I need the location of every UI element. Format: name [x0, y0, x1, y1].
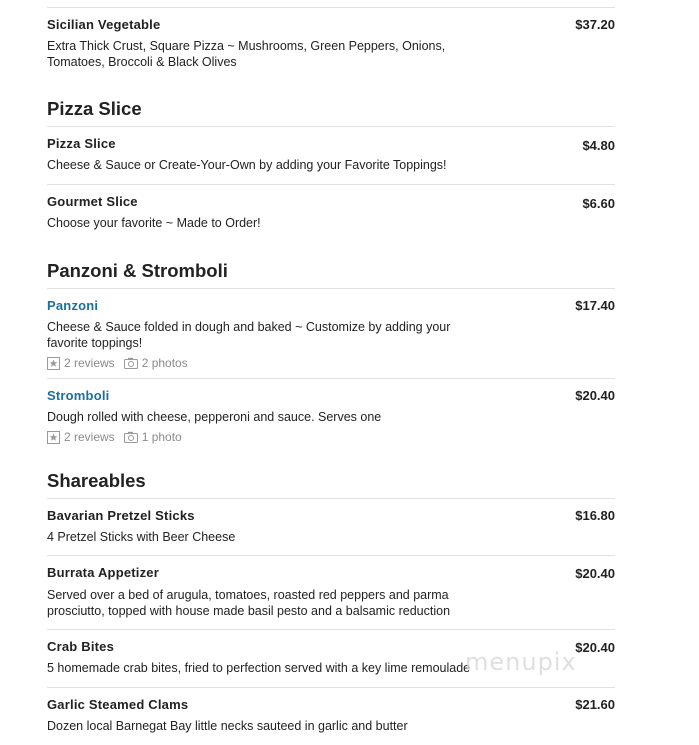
item-description [47, 587, 487, 619]
item-price: $20.40 [575, 566, 615, 581]
item-description: 4 Pretzel Sticks with Beer Cheese [47, 530, 236, 544]
item-description: Dough rolled with cheese, pepperoni and sauce. Serves one [47, 410, 382, 424]
camera-icon [124, 431, 138, 443]
item-description-line: Tomatoes, Broccoli & Black Olives [47, 55, 237, 69]
watermark-logo: menupix [465, 648, 577, 676]
review-star-icon [47, 357, 60, 370]
menu-item-burrata-appetizer [47, 565, 615, 619]
item-price: $16.80 [575, 508, 615, 523]
item-meta [47, 430, 615, 444]
item-name: Bavarian Pretzel Sticks [47, 508, 195, 523]
item-description [47, 319, 487, 351]
menu-item-stromboli [47, 388, 615, 444]
section-title-panzoni-stromboli: Panzoni & Stromboli [47, 260, 228, 281]
divider [47, 7, 615, 8]
menu-item-bavarian-pretzel-sticks [47, 508, 615, 545]
section-title-pizza-slice: Pizza Slice [47, 98, 142, 119]
menu-item-gourmet-slice [47, 194, 615, 231]
item-price: $37.20 [575, 17, 615, 32]
item-description-line: Cheese & Sauce folded in dough and baked ~ Customize by adding your [47, 320, 451, 334]
divider [47, 629, 615, 630]
item-description: Choose your favorite ~ Made to Order! [47, 216, 261, 230]
divider [47, 378, 615, 379]
item-name: Garlic Steamed Clams [47, 697, 189, 712]
menu-item-panzoni [47, 298, 615, 370]
item-name: Crab Bites [47, 639, 115, 654]
item-meta [47, 356, 615, 370]
item-price: $6.60 [582, 196, 615, 211]
item-price: $20.40 [575, 640, 615, 655]
item-price: $17.40 [575, 298, 615, 313]
divider [47, 555, 615, 556]
item-description: 5 homemade crab bites, fried to perfection served with a key lime remoulade [47, 661, 471, 675]
menu-item-pizza-slice [47, 136, 615, 173]
reviews-count: 2 reviews [64, 356, 115, 370]
item-description-line: Served over a bed of arugula, tomatoes, roasted red peppers and parma [47, 588, 449, 602]
divider [47, 126, 615, 127]
item-description-line: prosciutto, topped with house made basil pesto and a balsamic reduction [47, 604, 451, 618]
reviews-link[interactable] [47, 430, 115, 444]
photos-count: 2 photos [141, 356, 188, 370]
reviews-count: 2 reviews [64, 430, 115, 444]
menu-item-garlic-steamed-clams [47, 697, 615, 734]
item-description: Dozen local Barnegat Bay little necks sauteed in garlic and butter [47, 719, 408, 733]
item-price: $4.80 [582, 138, 615, 153]
item-name-link[interactable]: Stromboli [47, 388, 110, 403]
section-title-shareables: Shareables [47, 470, 146, 491]
divider [47, 498, 615, 499]
item-name-link[interactable]: Panzoni [47, 298, 99, 313]
item-description-line: Extra Thick Crust, Square Pizza ~ Mushrooms, Green Peppers, Onions, [47, 39, 446, 53]
menu-item-sicilian-vegetable [47, 17, 615, 70]
item-name: Sicilian Vegetable [47, 17, 161, 32]
item-name: Burrata Appetizer [47, 565, 159, 580]
item-description: Cheese & Sauce or Create-Your-Own by adding your Favorite Toppings! [47, 158, 447, 172]
item-description [47, 38, 487, 70]
reviews-link[interactable] [47, 356, 115, 370]
photos-link[interactable] [124, 430, 182, 444]
divider [47, 184, 615, 185]
item-price: $21.60 [575, 697, 615, 712]
divider [47, 288, 615, 289]
item-name: Pizza Slice [47, 136, 116, 151]
review-star-icon [47, 431, 60, 444]
divider [47, 687, 615, 688]
photos-link[interactable] [124, 356, 188, 370]
item-description-line: favorite toppings! [47, 336, 143, 350]
photos-count: 1 photo [141, 430, 182, 444]
camera-icon [124, 357, 138, 369]
item-name: Gourmet Slice [47, 194, 138, 209]
item-price: $20.40 [575, 388, 615, 403]
